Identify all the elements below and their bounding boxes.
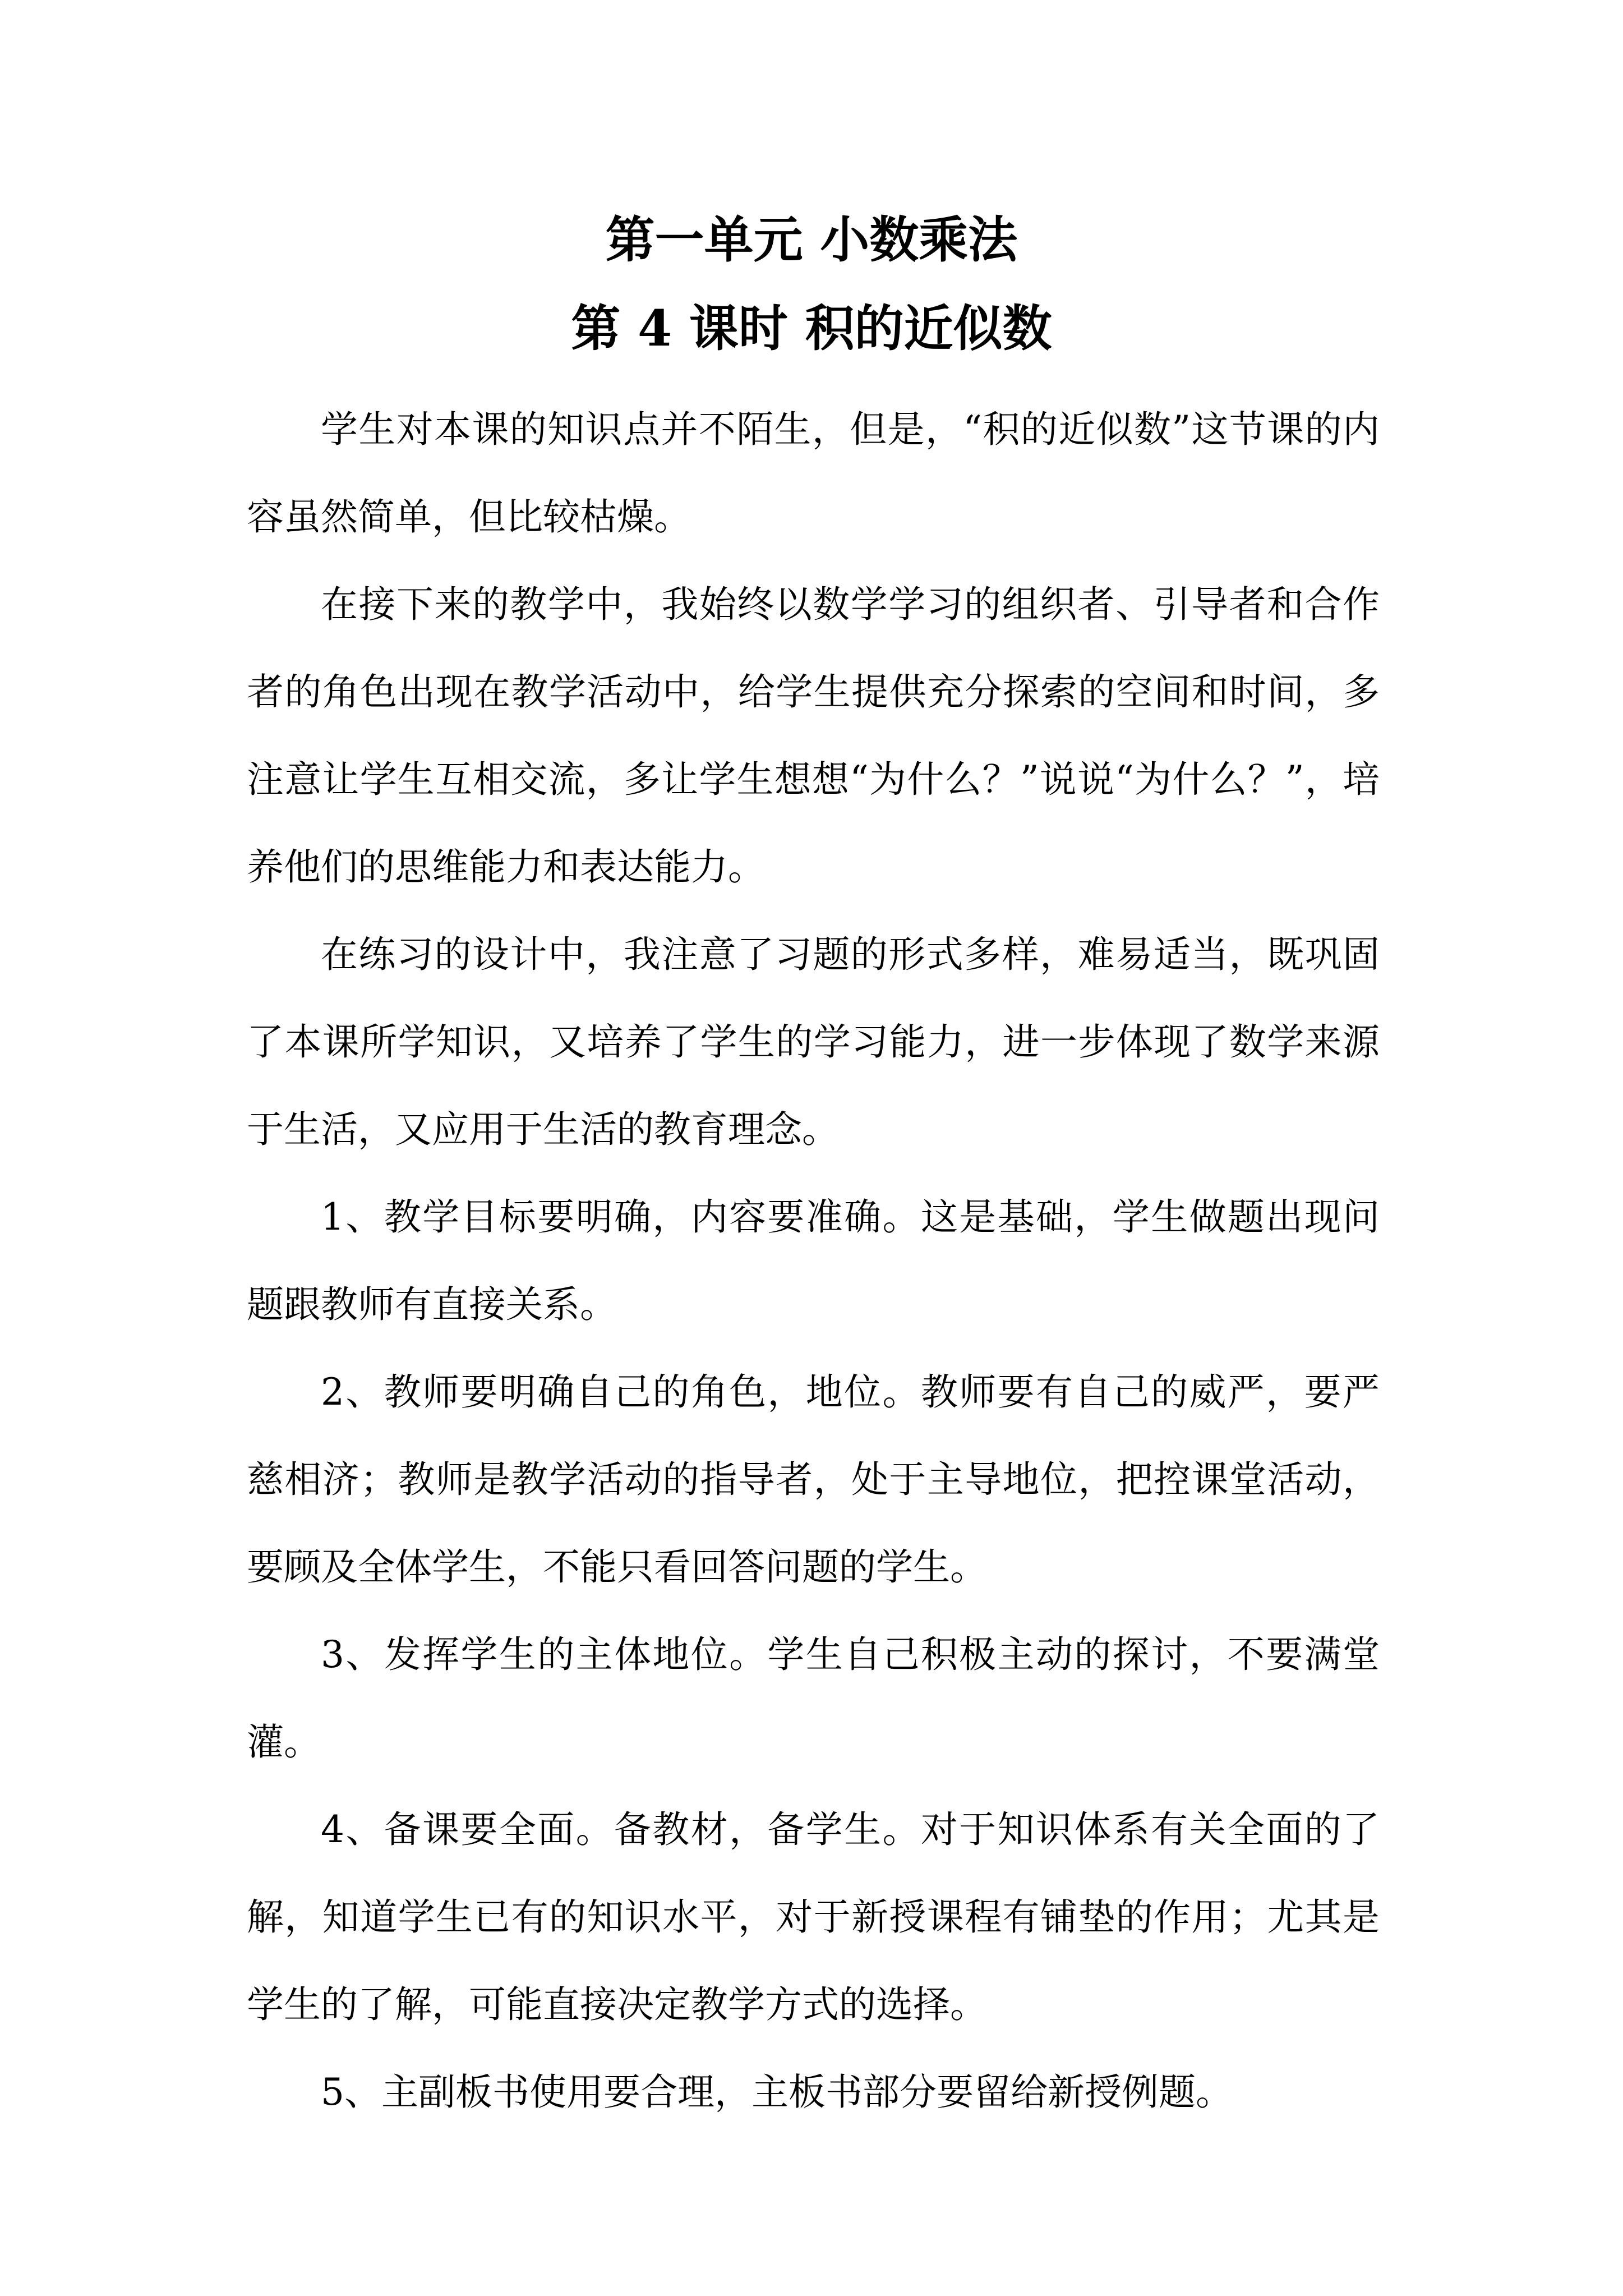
paragraph: 在接下来的教学中，我始终以数学学习的组织者、引导者和合作者的角色出现在教学活动中，给学生提供充分探索的空间和时间，多注意让学生互相交流，多让学生想想“为什么？”说说“为什么？”，培养他们的思维能力和表达能力。: [247, 583, 1380, 889]
document-body: [247, 386, 1380, 2136]
paragraph: 5、主副板书使用要合理，主板书部分要留给新授例题。: [321, 2070, 1233, 2114]
paragraph: 2、教师要明确自己的角色，地位。教师要有自己的威严，要严慈相济；教师是教学活动的指导者，处于主导地位，把控课堂活动，要顾及全体学生，不能只看回答问题的学生。: [247, 1370, 1380, 1589]
paragraph: 4、备课要全面。备教材，备学生。对于知识体系有关全面的了解，知道学生已有的知识水平，对于新授课程有铺垫的作用；尤其是学生的了解，可能直接决定教学方式的选择。: [247, 1808, 1380, 2026]
lesson-title: 第 4 课时 积的近似数: [571, 299, 1052, 357]
paragraph: 3、发挥学生的主体地位。学生自己积极主动的探讨，不要满堂灌。: [247, 1633, 1380, 1764]
paragraph: 学生对本课的知识点并不陌生，但是，“积的近似数”这节课的内容虽然简单，但比较枯燥。: [247, 408, 1380, 539]
paragraph: 在练习的设计中，我注意了习题的形式多样，难易适当，既巩固了本课所学知识，又培养了学生的学习能力，进一步体现了数学来源于生活，又应用于生活的教育理念。: [247, 933, 1380, 1151]
paragraph: 1、教学目标要明确，内容要准确。这是基础，学生做题出现问题跟教师有直接关系。: [247, 1195, 1380, 1326]
unit-title: 第一单元 小数乘法: [605, 210, 1018, 269]
